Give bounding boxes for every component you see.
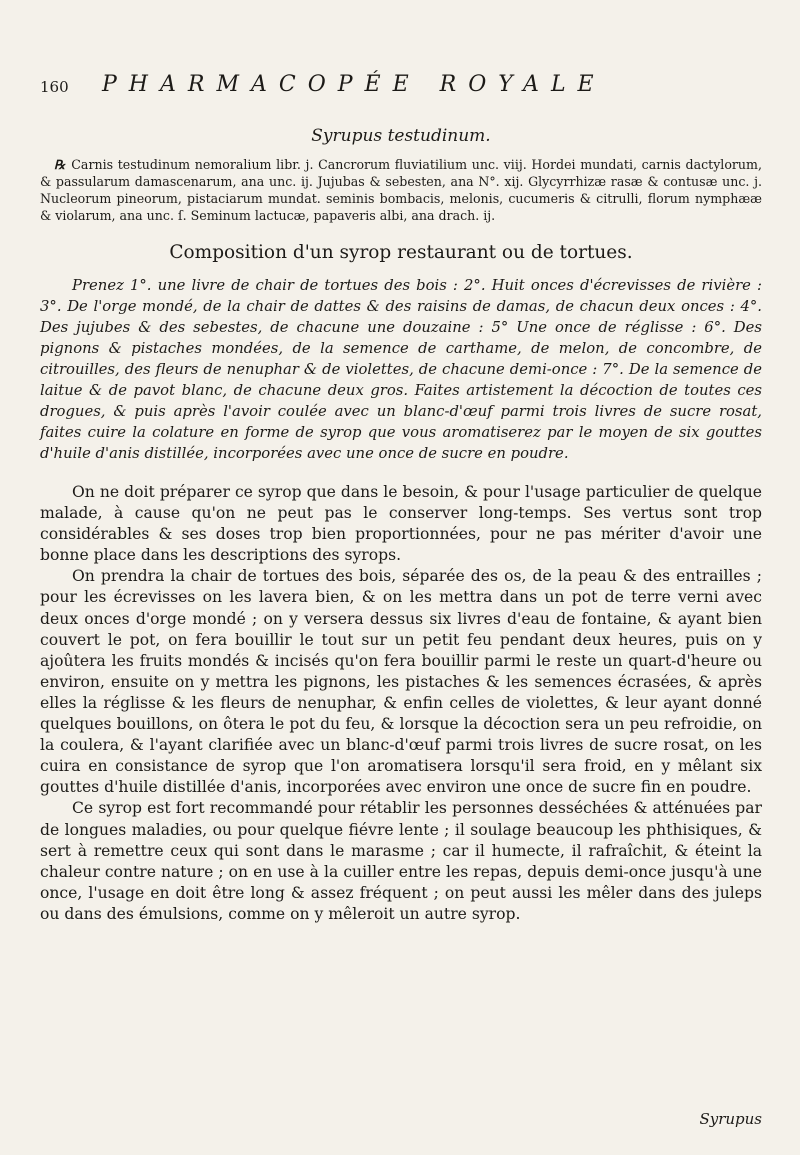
latin-title: Syrupus testudinum. xyxy=(311,126,491,146)
section-heading: Composition d'un syrop restaurant ou de tortues. xyxy=(169,242,633,263)
page-header xyxy=(40,72,760,102)
catchword: Syrupus xyxy=(699,1110,762,1128)
body-paragraph-1: On ne doit préparer ce syrop que dans le besoin, & pour l'usage particulier de quelque malade, à cause qu'on ne peut pas le conserver long-temps. Ses vertus sont trop considérables & ses doses trop bien proportionnées, pour ne pas mériter d'avoir une bonne place dans les descriptions des syrops. xyxy=(40,483,762,565)
latin-recipe-paragraph xyxy=(40,156,762,224)
running-title: PHARMACOPÉE ROYALE xyxy=(102,72,606,97)
body-paragraph-2: On prendra la chair de tortues des bois, séparée des os, de la peau & des entrailles ; pour les écrevisses on les lavera bien, & on les mettra dans un pot de terre verni avec deux onces d'orge mondé ; on y versera dessus six livres d'eau de fontaine, & ayant bien couvert le pot, on fera bouillir le tout sur un petit feu pendant deux heures, puis on y ajoûtera les fruits mondés & incisés qu'on fera bouillir parmi le reste un quart-d'heure ou environ, ensuite on y mettra les pignons, les pistaches & les semences écrasées, & après elles la réglisse & les fleurs de nenuphar, & enfin celles de violettes, & leur ayant donné quelques bouillons, on ôtera le pot du feu, & lorsque la décoction sera un peu refroidie, on la coulera, & l'ayant clarifiée avec un blanc-d'œuf parmi trois livres de sucre rosat, on les cuira en consistance de syrop que l'on aromatisera lorsqu'il sera froid, en y mêlant six gouttes d'huile distillée d'anis, incorporées avec environ une once de sucre fin en poudre. xyxy=(40,567,762,797)
french-recipe: Prenez 1°. une livre de chair de tortues des bois : 2°. Huit onces d'écrevisses de rivière : 3°. De l'orge mondé, de la chair de dattes & des raisins de damas, de chacun deux onces : 4°. Des jujubes & des sebestes, de chacune une douzaine : 5° Une once de réglisse : 6°. Des pignons & pistaches mondées, de la semence de carthame, de melon, de concombre, de citrouilles, des fleurs de nenuphar & de violettes, de chacune demi-once : 7°. De la semence de laitue & de pavot blanc, de chacune deux gros. Faites artistement la décoction de toutes ces drogues, & puis après l'avoir coulée avec un blanc-d'œuf parmi trois livres de sucre rosat, faites cuire la colature en forme de syrop que vous aromatiserez par le moyen de six gouttes d'huile d'anis distillée, incorporées avec une once de sucre en poudre. xyxy=(40,277,762,462)
page-number: 160 xyxy=(40,78,69,96)
recipe-symbol: ℞ xyxy=(54,157,66,172)
latin-recipe: Carnis testudinum nemoralium libr. j. Cancrorum fluviatilium unc. viij. Hordei mundati, carnis dactylorum, & passularum damascenarum, ana unc. ij. Jujubas & sebesten, ana N°. xij. Glycyrrhizæ rasæ & contusæ unc. j. Nucleorum pineorum, pistaciarum mundat. seminis bombacis, melonis, cucumeris & citrulli, florum nymphææ & violarum, ana unc. ſ. Seminum lactucæ, papaveris albi, ana drach. ij. xyxy=(40,157,762,223)
body-paragraph-3: Ce syrop est fort recommandé pour rétablir les personnes desséchées & atténuées par de longues maladies, ou pour quelque fiévre lente ; il soulage beaucoup les phthisiques, & sert à remettre ceux qui sont dans le marasme ; car il humecte, il rafraîchit, & éteint la chaleur contre nature ; on en use à la cuiller entre les repas, depuis demi-once jusqu'à une once, l'usage en doit être long & assez fréquent ; on peut aussi les mêler dans des juleps ou dans des émulsions, comme on y mêleroit un autre syrop. xyxy=(40,799,762,923)
page-content xyxy=(40,126,762,925)
